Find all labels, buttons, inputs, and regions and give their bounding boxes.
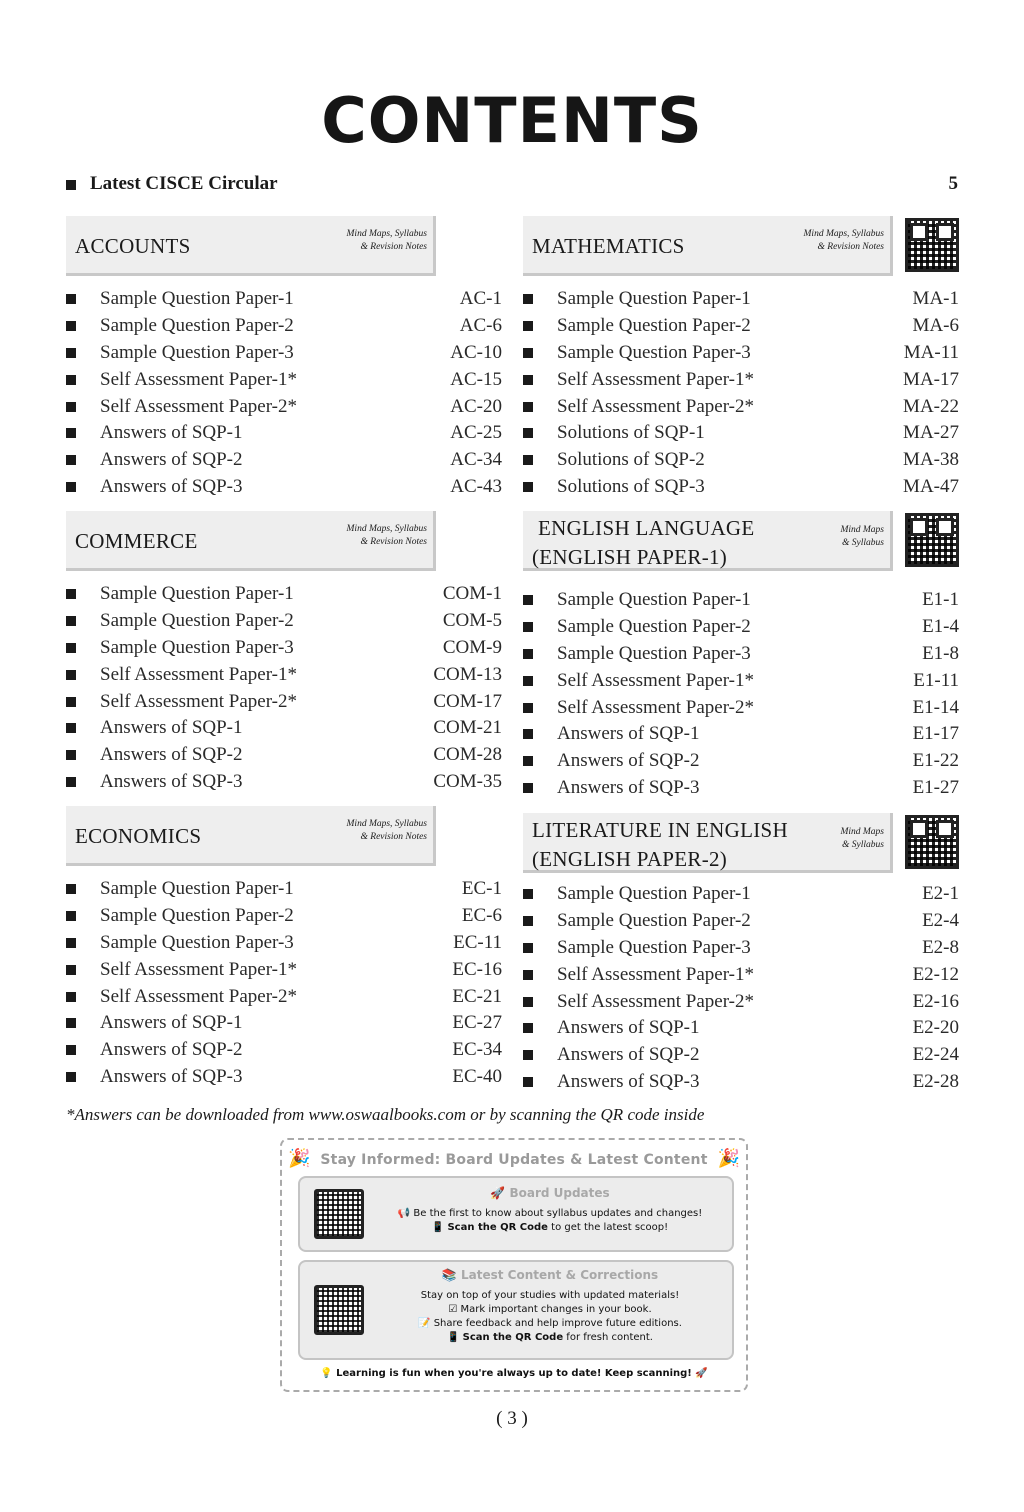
toc-row-page: COM-28 xyxy=(433,744,502,766)
board-updates-line: 📢 Be the first to know about syllabus updates and changes! xyxy=(397,1208,703,1219)
toc-row-label: Answers of SQP-2 xyxy=(100,449,243,471)
bullet-icon xyxy=(523,729,533,739)
latest-content-line: ☑ Mark important changes in your book. xyxy=(448,1304,652,1315)
toc-row-page: AC-1 xyxy=(459,288,502,309)
toc-row-label: Answers of SQP-2 xyxy=(557,1044,700,1066)
toc-row[interactable] xyxy=(66,1010,502,1037)
toc-row-page: EC-16 xyxy=(452,958,502,980)
toc-row-label: Sample Question Paper-2 xyxy=(100,904,294,926)
toc-row-page: AC-43 xyxy=(450,476,502,498)
toc-row[interactable] xyxy=(523,313,959,340)
bullet-icon xyxy=(523,703,533,713)
toc-row-page: E1-14 xyxy=(912,696,959,718)
board-updates-card xyxy=(298,1176,734,1252)
toc-row-label: Self Assessment Paper-2* xyxy=(100,985,297,1007)
bullet-icon xyxy=(523,783,533,793)
section-header xyxy=(523,216,893,276)
bullet-icon xyxy=(523,1077,533,1087)
bullet-icon xyxy=(523,455,533,465)
toc-row-page: MA-1 xyxy=(912,288,959,309)
footnote: *Answers can be downloaded from www.oswaalbooks.com or by scanning the QR code inside xyxy=(66,1105,705,1124)
toc-row-label: Answers of SQP-2 xyxy=(100,1039,243,1061)
toc-row-label: Solutions of SQP-3 xyxy=(557,476,705,498)
toc-row[interactable] xyxy=(66,876,502,903)
toc-row-page: COM-5 xyxy=(442,609,502,631)
toc-row[interactable] xyxy=(523,881,959,908)
toc-row-label: Self Assessment Paper-2* xyxy=(100,690,297,712)
toc-row-label: Sample Question Paper-2 xyxy=(100,609,294,631)
toc-row[interactable] xyxy=(523,962,959,989)
toc-row-label: Self Assessment Paper-1* xyxy=(100,958,297,980)
toc-row-page: AC-25 xyxy=(450,422,502,444)
section-title: LITERATURE IN ENGLISH (ENGLISH PAPER-2) xyxy=(532,818,788,871)
bullet-icon xyxy=(523,1023,533,1033)
toc-row[interactable] xyxy=(66,1037,502,1064)
toc-row-page: E1-8 xyxy=(922,642,959,664)
toc-row[interactable] xyxy=(523,748,959,775)
bullet-icon xyxy=(66,375,76,385)
toc-row[interactable] xyxy=(66,581,502,608)
toc-row-page: EC-21 xyxy=(452,985,502,1007)
toc-list xyxy=(66,876,502,1091)
section-note: Mind Maps, Syllabus & Revision Notes xyxy=(346,819,427,842)
toc-row-page: E2-12 xyxy=(912,963,959,985)
section-header xyxy=(66,511,436,571)
toc-row[interactable] xyxy=(523,775,959,802)
toc-row-page: COM-1 xyxy=(442,583,502,604)
bullet-icon xyxy=(523,916,533,926)
bullet-icon xyxy=(523,402,533,412)
toc-row[interactable] xyxy=(66,635,502,662)
toc-row-page: MA-47 xyxy=(903,476,959,498)
toc-row-page: AC-6 xyxy=(459,314,502,336)
toc-row-page: MA-38 xyxy=(903,449,959,471)
toc-row-page: E2-28 xyxy=(912,1071,959,1093)
toc-list xyxy=(523,286,959,501)
toc-row-label: Answers of SQP-1 xyxy=(100,422,243,444)
toc-row-page: AC-10 xyxy=(450,341,502,363)
toc-row-label: Sample Question Paper-1 xyxy=(557,589,751,610)
toc-row-label: Sample Question Paper-3 xyxy=(557,341,751,363)
page-title: CONTENTS xyxy=(321,84,703,157)
toc-row[interactable] xyxy=(523,340,959,367)
bullet-icon xyxy=(66,348,76,358)
toc-row-label: Sample Question Paper-3 xyxy=(557,936,751,958)
section-header xyxy=(66,216,436,276)
toc-row-page: E1-1 xyxy=(922,589,959,610)
bullet-icon xyxy=(66,965,76,975)
latest-content-line: 📝 Share feedback and help improve future editions. xyxy=(418,1318,682,1329)
section-note: Mind Maps, Syllabus & Revision Notes xyxy=(346,229,427,252)
toc-row-page: COM-35 xyxy=(433,771,502,793)
toc-row[interactable] xyxy=(66,689,502,716)
toc-row[interactable] xyxy=(66,715,502,742)
toc-row-label: Answers of SQP-1 xyxy=(557,723,700,745)
toc-row[interactable] xyxy=(523,641,959,668)
toc-row[interactable] xyxy=(66,742,502,769)
toc-row-label: Answers of SQP-3 xyxy=(100,476,243,498)
bullet-icon xyxy=(66,180,76,190)
toc-row[interactable] xyxy=(523,721,959,748)
toc-row-label: Self Assessment Paper-1* xyxy=(100,663,297,685)
qr-code-icon[interactable] xyxy=(905,513,959,567)
bullet-icon xyxy=(523,321,533,331)
toc-row-label: Answers of SQP-3 xyxy=(100,1066,243,1088)
bullet-icon xyxy=(523,997,533,1007)
toc-row[interactable] xyxy=(66,447,502,474)
toc-row[interactable] xyxy=(523,1015,959,1042)
bullet-icon xyxy=(523,649,533,659)
toc-row-page: E2-16 xyxy=(912,990,959,1012)
toc-row-page: COM-21 xyxy=(433,717,502,739)
qr-code-icon[interactable] xyxy=(314,1189,364,1239)
qr-code-icon[interactable] xyxy=(314,1285,364,1335)
toc-row-page: E1-17 xyxy=(912,723,959,745)
bullet-icon xyxy=(523,1050,533,1060)
info-title: Stay Informed: Board Updates & Latest Content xyxy=(320,1152,708,1168)
toc-row-page: EC-40 xyxy=(452,1066,502,1088)
toc-row-label: Sample Question Paper-2 xyxy=(100,314,294,336)
toc-row-page: E1-11 xyxy=(913,669,959,691)
toc-list xyxy=(66,286,502,501)
toc-list xyxy=(66,581,502,796)
toc-row-label: Sample Question Paper-2 xyxy=(557,615,751,637)
toc-row[interactable] xyxy=(523,989,959,1016)
toc-row[interactable] xyxy=(523,367,959,394)
toc-row[interactable] xyxy=(66,340,502,367)
bullet-icon xyxy=(66,884,76,894)
toc-row-page: E2-24 xyxy=(912,1044,959,1066)
toc-row-label: Sample Question Paper-1 xyxy=(100,583,294,604)
section-title: ECONOMICS xyxy=(75,824,202,848)
toc-row[interactable] xyxy=(523,1042,959,1069)
bullet-icon xyxy=(523,375,533,385)
bullet-icon xyxy=(66,643,76,653)
bullet-icon xyxy=(66,938,76,948)
toc-row[interactable] xyxy=(523,587,959,614)
bullet-icon xyxy=(66,428,76,438)
board-updates-heading: 🚀 Board Updates xyxy=(490,1186,610,1200)
toc-row-page: MA-17 xyxy=(903,368,959,390)
toc-row[interactable] xyxy=(66,957,502,984)
toc-row-label: Answers of SQP-1 xyxy=(100,717,243,739)
bullet-icon xyxy=(66,1072,76,1082)
toc-row-label: Sample Question Paper-3 xyxy=(100,636,294,658)
toc-row-label: Self Assessment Paper-2* xyxy=(557,990,754,1012)
bullet-icon xyxy=(66,1045,76,1055)
toc-row[interactable] xyxy=(523,420,959,447)
toc-row[interactable] xyxy=(66,1064,502,1091)
section-title: COMMERCE xyxy=(75,529,198,553)
latest-content-card xyxy=(298,1260,734,1360)
bullet-icon xyxy=(66,670,76,680)
bullet-icon xyxy=(66,777,76,787)
bullet-icon xyxy=(66,750,76,760)
toc-row-label: Solutions of SQP-2 xyxy=(557,449,705,471)
bullet-icon xyxy=(66,589,76,599)
latest-content-line: Stay on top of your studies with updated materials! xyxy=(420,1290,680,1301)
toc-row-label: Self Assessment Paper-1* xyxy=(557,963,754,985)
toc-row-label: Self Assessment Paper-1* xyxy=(557,368,754,390)
toc-row-page: E2-8 xyxy=(922,936,959,958)
toc-row[interactable] xyxy=(66,420,502,447)
bullet-icon xyxy=(523,595,533,605)
toc-row[interactable] xyxy=(66,903,502,930)
toc-row[interactable] xyxy=(66,769,502,796)
bullet-icon xyxy=(523,676,533,686)
latest-content-heading: 📚 Latest Content & Corrections xyxy=(441,1268,659,1282)
section-note: Mind Maps, Syllabus & Revision Notes xyxy=(803,229,884,252)
toc-row-page: E1-27 xyxy=(912,777,959,799)
section-title: MATHEMATICS xyxy=(532,234,685,258)
section-english-language xyxy=(523,511,959,799)
toc-row-label: Self Assessment Paper-1* xyxy=(557,669,754,691)
toc-row[interactable] xyxy=(66,930,502,957)
toc-row-page: AC-34 xyxy=(450,449,502,471)
bullet-icon xyxy=(523,889,533,899)
qr-code-icon[interactable] xyxy=(905,218,959,272)
toc-row[interactable] xyxy=(523,695,959,722)
circular-entry[interactable] xyxy=(66,173,958,195)
toc-row[interactable] xyxy=(523,286,959,313)
toc-row[interactable] xyxy=(523,394,959,421)
toc-row[interactable] xyxy=(66,984,502,1011)
bullet-icon xyxy=(66,1018,76,1028)
toc-row[interactable] xyxy=(66,313,502,340)
toc-row-page: E1-22 xyxy=(912,750,959,772)
toc-row-label: Answers of SQP-2 xyxy=(557,750,700,772)
toc-row[interactable] xyxy=(66,662,502,689)
toc-row-page: E2-1 xyxy=(922,883,959,904)
toc-row-label: Self Assessment Paper-1* xyxy=(100,368,297,390)
toc-row-page: E2-4 xyxy=(922,909,959,931)
info-bottom-line: 💡 Learning is fun when you're always up to date! Keep scanning! 🚀 xyxy=(320,1368,708,1379)
toc-row[interactable] xyxy=(66,608,502,635)
toc-row-page: MA-27 xyxy=(903,422,959,444)
qr-code-icon[interactable] xyxy=(905,815,959,869)
stay-informed-box xyxy=(280,1138,748,1392)
toc-row-page: MA-22 xyxy=(903,395,959,417)
bullet-icon xyxy=(523,970,533,980)
bullet-icon xyxy=(523,943,533,953)
bullet-icon xyxy=(66,911,76,921)
toc-row-page: AC-20 xyxy=(450,395,502,417)
toc-row-label: Sample Question Paper-2 xyxy=(557,909,751,931)
toc-row-label: Solutions of SQP-1 xyxy=(557,422,705,444)
toc-row-label: Answers of SQP-2 xyxy=(100,744,243,766)
toc-row-page: COM-17 xyxy=(433,690,502,712)
bullet-icon xyxy=(66,294,76,304)
bullet-icon xyxy=(66,992,76,1002)
toc-row-page: EC-1 xyxy=(461,878,502,899)
bullet-icon xyxy=(523,622,533,632)
toc-row-label: Self Assessment Paper-2* xyxy=(557,696,754,718)
toc-row-label: Sample Question Paper-2 xyxy=(557,314,751,336)
toc-row-label: Sample Question Paper-3 xyxy=(557,642,751,664)
toc-row[interactable] xyxy=(523,447,959,474)
toc-row-page: EC-34 xyxy=(452,1039,502,1061)
bullet-icon xyxy=(523,482,533,492)
toc-row-label: Sample Question Paper-1 xyxy=(557,883,751,904)
toc-row-label: Answers of SQP-3 xyxy=(557,1071,700,1093)
section-literature-in-english xyxy=(523,813,959,1093)
toc-list xyxy=(523,587,959,802)
toc-row-label: Answers of SQP-3 xyxy=(557,777,700,799)
toc-row[interactable] xyxy=(523,935,959,962)
section-note: Mind Maps & Syllabus xyxy=(840,525,884,548)
toc-row-label: Sample Question Paper-1 xyxy=(100,288,294,309)
section-header xyxy=(66,806,436,866)
toc-row-label: Self Assessment Paper-2* xyxy=(100,395,297,417)
toc-row-label: Sample Question Paper-3 xyxy=(100,931,294,953)
toc-row-page: EC-27 xyxy=(452,1012,502,1034)
toc-row-page: E2-20 xyxy=(912,1017,959,1039)
bullet-icon xyxy=(66,616,76,626)
toc-row[interactable] xyxy=(523,1069,959,1096)
toc-row-page: COM-9 xyxy=(442,636,502,658)
circular-label: Latest CISCE Circular xyxy=(90,173,278,194)
toc-row-label: Self Assessment Paper-2* xyxy=(557,395,754,417)
party-popper-icon: 🎉 xyxy=(288,1148,311,1169)
bullet-icon xyxy=(66,455,76,465)
toc-row-label: Sample Question Paper-1 xyxy=(100,878,294,899)
toc-row-page: EC-6 xyxy=(461,904,502,926)
toc-row-label: Sample Question Paper-3 xyxy=(100,341,294,363)
toc-row[interactable] xyxy=(66,367,502,394)
page-number: ( 3 ) xyxy=(496,1408,528,1429)
toc-row[interactable] xyxy=(523,908,959,935)
section-note: Mind Maps, Syllabus & Revision Notes xyxy=(346,524,427,547)
toc-row-page: COM-13 xyxy=(433,663,502,685)
bullet-icon xyxy=(66,482,76,492)
section-title: ACCOUNTS xyxy=(75,234,191,258)
toc-row-label: Answers of SQP-1 xyxy=(100,1012,243,1034)
toc-row-page: MA-11 xyxy=(903,341,959,363)
toc-row[interactable] xyxy=(66,474,502,501)
toc-row-page: EC-11 xyxy=(453,931,502,953)
toc-row-label: Answers of SQP-1 xyxy=(557,1017,700,1039)
party-popper-icon: 🎉 xyxy=(717,1148,740,1169)
circular-page: 5 xyxy=(948,173,958,194)
bullet-icon xyxy=(66,321,76,331)
section-economics xyxy=(66,806,502,1088)
section-mathematics xyxy=(523,216,959,498)
toc-row[interactable] xyxy=(523,614,959,641)
section-accounts xyxy=(66,216,502,498)
bullet-icon xyxy=(523,348,533,358)
section-header xyxy=(523,813,893,873)
toc-list xyxy=(523,881,959,1096)
bullet-icon xyxy=(66,697,76,707)
toc-row-page: MA-6 xyxy=(912,314,959,336)
toc-row-label: Sample Question Paper-1 xyxy=(557,288,751,309)
toc-row[interactable] xyxy=(523,668,959,695)
section-commerce xyxy=(66,511,502,793)
toc-row[interactable] xyxy=(66,286,502,313)
bullet-icon xyxy=(66,723,76,733)
bullet-icon xyxy=(66,402,76,412)
latest-content-line: 📱 Scan the QR Code for fresh content. xyxy=(447,1332,653,1343)
toc-row[interactable] xyxy=(523,474,959,501)
toc-row-label: Answers of SQP-3 xyxy=(100,771,243,793)
section-title: ENGLISH LANGUAGE (ENGLISH PAPER-1) xyxy=(532,516,755,569)
board-updates-line: 📱 Scan the QR Code to get the latest scoop! xyxy=(431,1222,669,1233)
bullet-icon xyxy=(523,294,533,304)
bullet-icon xyxy=(523,428,533,438)
bullet-icon xyxy=(523,756,533,766)
toc-row-page: E1-4 xyxy=(922,615,959,637)
toc-row-page: AC-15 xyxy=(450,368,502,390)
section-note: Mind Maps & Syllabus xyxy=(840,827,884,850)
section-header xyxy=(523,511,893,571)
toc-row[interactable] xyxy=(66,394,502,421)
